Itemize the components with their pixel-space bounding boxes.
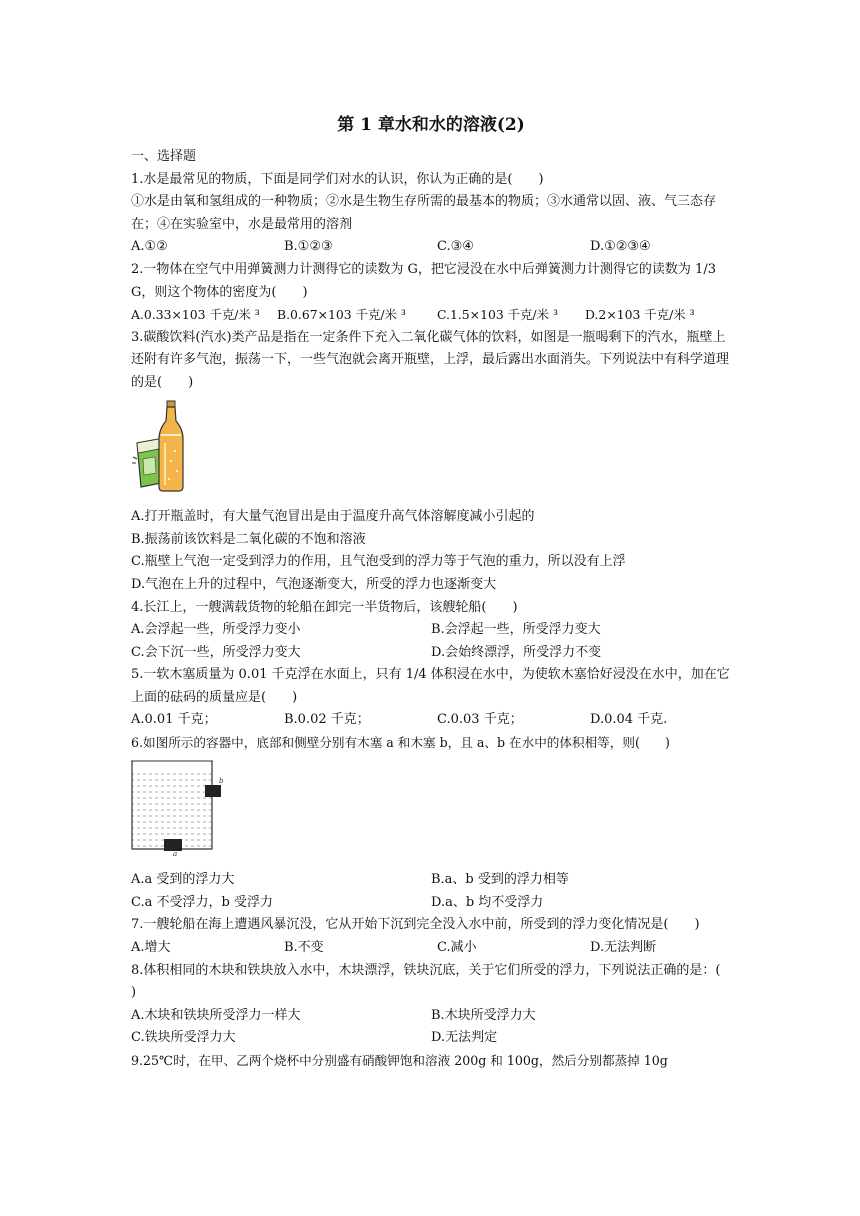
option-d: D.2×103 千克/米 ³: [585, 307, 695, 323]
question-3-option-c: C.瓶壁上气泡一定受到浮力的作用，且气泡受到的浮力等于气泡的重力，所以没有上浮: [131, 554, 626, 570]
option-c: C.0.03 千克；: [437, 712, 523, 728]
option-a: A.增大: [131, 940, 171, 956]
option-d: D.无法判定: [431, 1030, 498, 1046]
question-8-options-row-1: [131, 1005, 731, 1028]
option-b: B.0.02 千克；: [284, 712, 370, 728]
option-c: C.减小: [437, 940, 477, 956]
option-d: D.a、b 均不受浮力: [431, 894, 544, 910]
option-b: B.会浮起一些，所受浮力变大: [431, 622, 601, 638]
option-b: B.①②③: [284, 239, 333, 255]
question-3-option-a: A.打开瓶盖时，有大量气泡冒出是由于温度升高气体溶解度减小引起的: [131, 509, 535, 525]
soda-bottle-icon: [159, 401, 183, 491]
question-1-text: ①水是由氧和氢组成的一种物质；②水是生物生存所需的最基本的物质；③水通常以固、液、气三态存在；④在实验室中，水是最常用的溶剂: [131, 194, 717, 232]
question-5-options: [131, 709, 731, 732]
option-c: C.铁块所受浮力大: [131, 1030, 236, 1046]
question-3-option-b: B.振荡前该饮料是二氧化碳的不饱和溶液: [131, 531, 366, 547]
option-b: B.木块所受浮力大: [431, 1007, 536, 1023]
option-c: C.会下沉一些，所受浮力变大: [131, 644, 301, 660]
question-6-stem: 6.如图所示的容器中，底部和侧壁分别有木塞 a 和木塞 b，且 a、b 在水中的体积相等，则( ): [131, 735, 670, 751]
option-a: A.0.01 千克；: [131, 712, 217, 728]
question-6-options-row-1: [131, 869, 731, 892]
soda-bottle-image: [131, 399, 191, 494]
section-heading: 一、选择题: [131, 149, 197, 164]
question-3-option-d: D.气泡在上升的过程中，气泡逐渐变大，所受的浮力也逐渐变大: [131, 576, 497, 592]
question-8-stem: 8.体积相同的木块和铁块放入水中，木块漂浮，铁块沉底，关于它们所受的浮力，下列说法正确的是：( ): [131, 962, 747, 1001]
question-7-options: [131, 937, 731, 960]
cork-b: [205, 785, 221, 797]
option-c: C.③④: [437, 239, 474, 255]
soda-bottle-figure: [131, 399, 731, 503]
question-5-stem: 5.一软木塞质量为 0.01 千克浮在水面上，只有 1/4 体积浸在水中，为使软木塞恰好浸没在水中，加在它上面的砝码的质量应是( ): [131, 667, 730, 705]
question-1-options: [131, 236, 731, 259]
question-4-options-row-1: [131, 619, 731, 642]
label-b: b: [219, 776, 224, 785]
worksheet: [131, 112, 747, 1073]
question-1-stem: 1.水是最常见的物质，下面是同学们对水的认识，你认为正确的是( ): [131, 171, 544, 187]
question-2-options: [131, 304, 731, 327]
option-d: D.会始终漂浮，所受浮力不变: [431, 644, 602, 660]
option-c: C.a 不受浮力，b 受浮力: [131, 894, 273, 910]
option-a: A.0.33×103 千克/米 ³: [131, 307, 260, 323]
page-title: 第 1 章水和水的溶液(2): [337, 115, 525, 135]
question-4-stem: 4.长江上，一艘满载货物的轮船在卸完一半货物后，该艘轮船( ): [131, 599, 518, 615]
option-d: D.0.04 千克.: [590, 712, 668, 728]
option-c: C.1.5×103 千克/米 ³: [437, 307, 558, 323]
question-9-stem: 9.25℃时，在甲、乙两个烧杯中分别盛有硝酸钾饱和溶液 200g 和 100g，然后分别都蒸掉 10g: [131, 1053, 668, 1068]
option-a: A.木块和铁块所受浮力一样大: [131, 1007, 301, 1023]
option-a: A.a 受到的浮力大: [131, 872, 235, 888]
soda-can-icon: [132, 439, 161, 487]
question-6-options-row-2: [131, 892, 731, 915]
option-a: A.①②: [131, 239, 168, 255]
option-d: D.无法判断: [590, 940, 657, 956]
question-2-stem: 2.一物体在空气中用弹簧测力计测得它的读数为 G，把它浸没在水中后弹簧测力计测得它的读数为 1/3G，则这个物体的密度为( ): [131, 261, 716, 300]
option-d: D.①②③④: [590, 239, 651, 255]
option-b: B.0.67×103 千克/米 ³: [277, 307, 406, 323]
option-a: A.会浮起一些，所受浮力变小: [131, 622, 301, 638]
option-b: B.a、b 受到的浮力相等: [431, 872, 569, 888]
question-7-stem: 7.一艘轮船在海上遭遇风暴沉没，它从开始下沉到完全没入水中前，所受到的浮力变化情况是( ): [131, 917, 700, 933]
container-figure: [131, 759, 731, 866]
question-4-options-row-2: [131, 642, 731, 665]
label-a: a: [173, 849, 178, 858]
container-diagram: [131, 759, 223, 857]
option-b: B.不变: [284, 940, 324, 956]
question-8-options-row-2: [131, 1027, 731, 1050]
question-3-stem: 3.碳酸饮料(汽水)类产品是指在一定条件下充入二氧化碳气体的饮料，如图是一瓶喝剩下的汽水，瓶壁上还附有许多气泡，振荡一下，一些气泡就会离开瓶壁，上浮，最后露出水面消失。下列说法中有科学道理的是( ): [131, 329, 730, 390]
